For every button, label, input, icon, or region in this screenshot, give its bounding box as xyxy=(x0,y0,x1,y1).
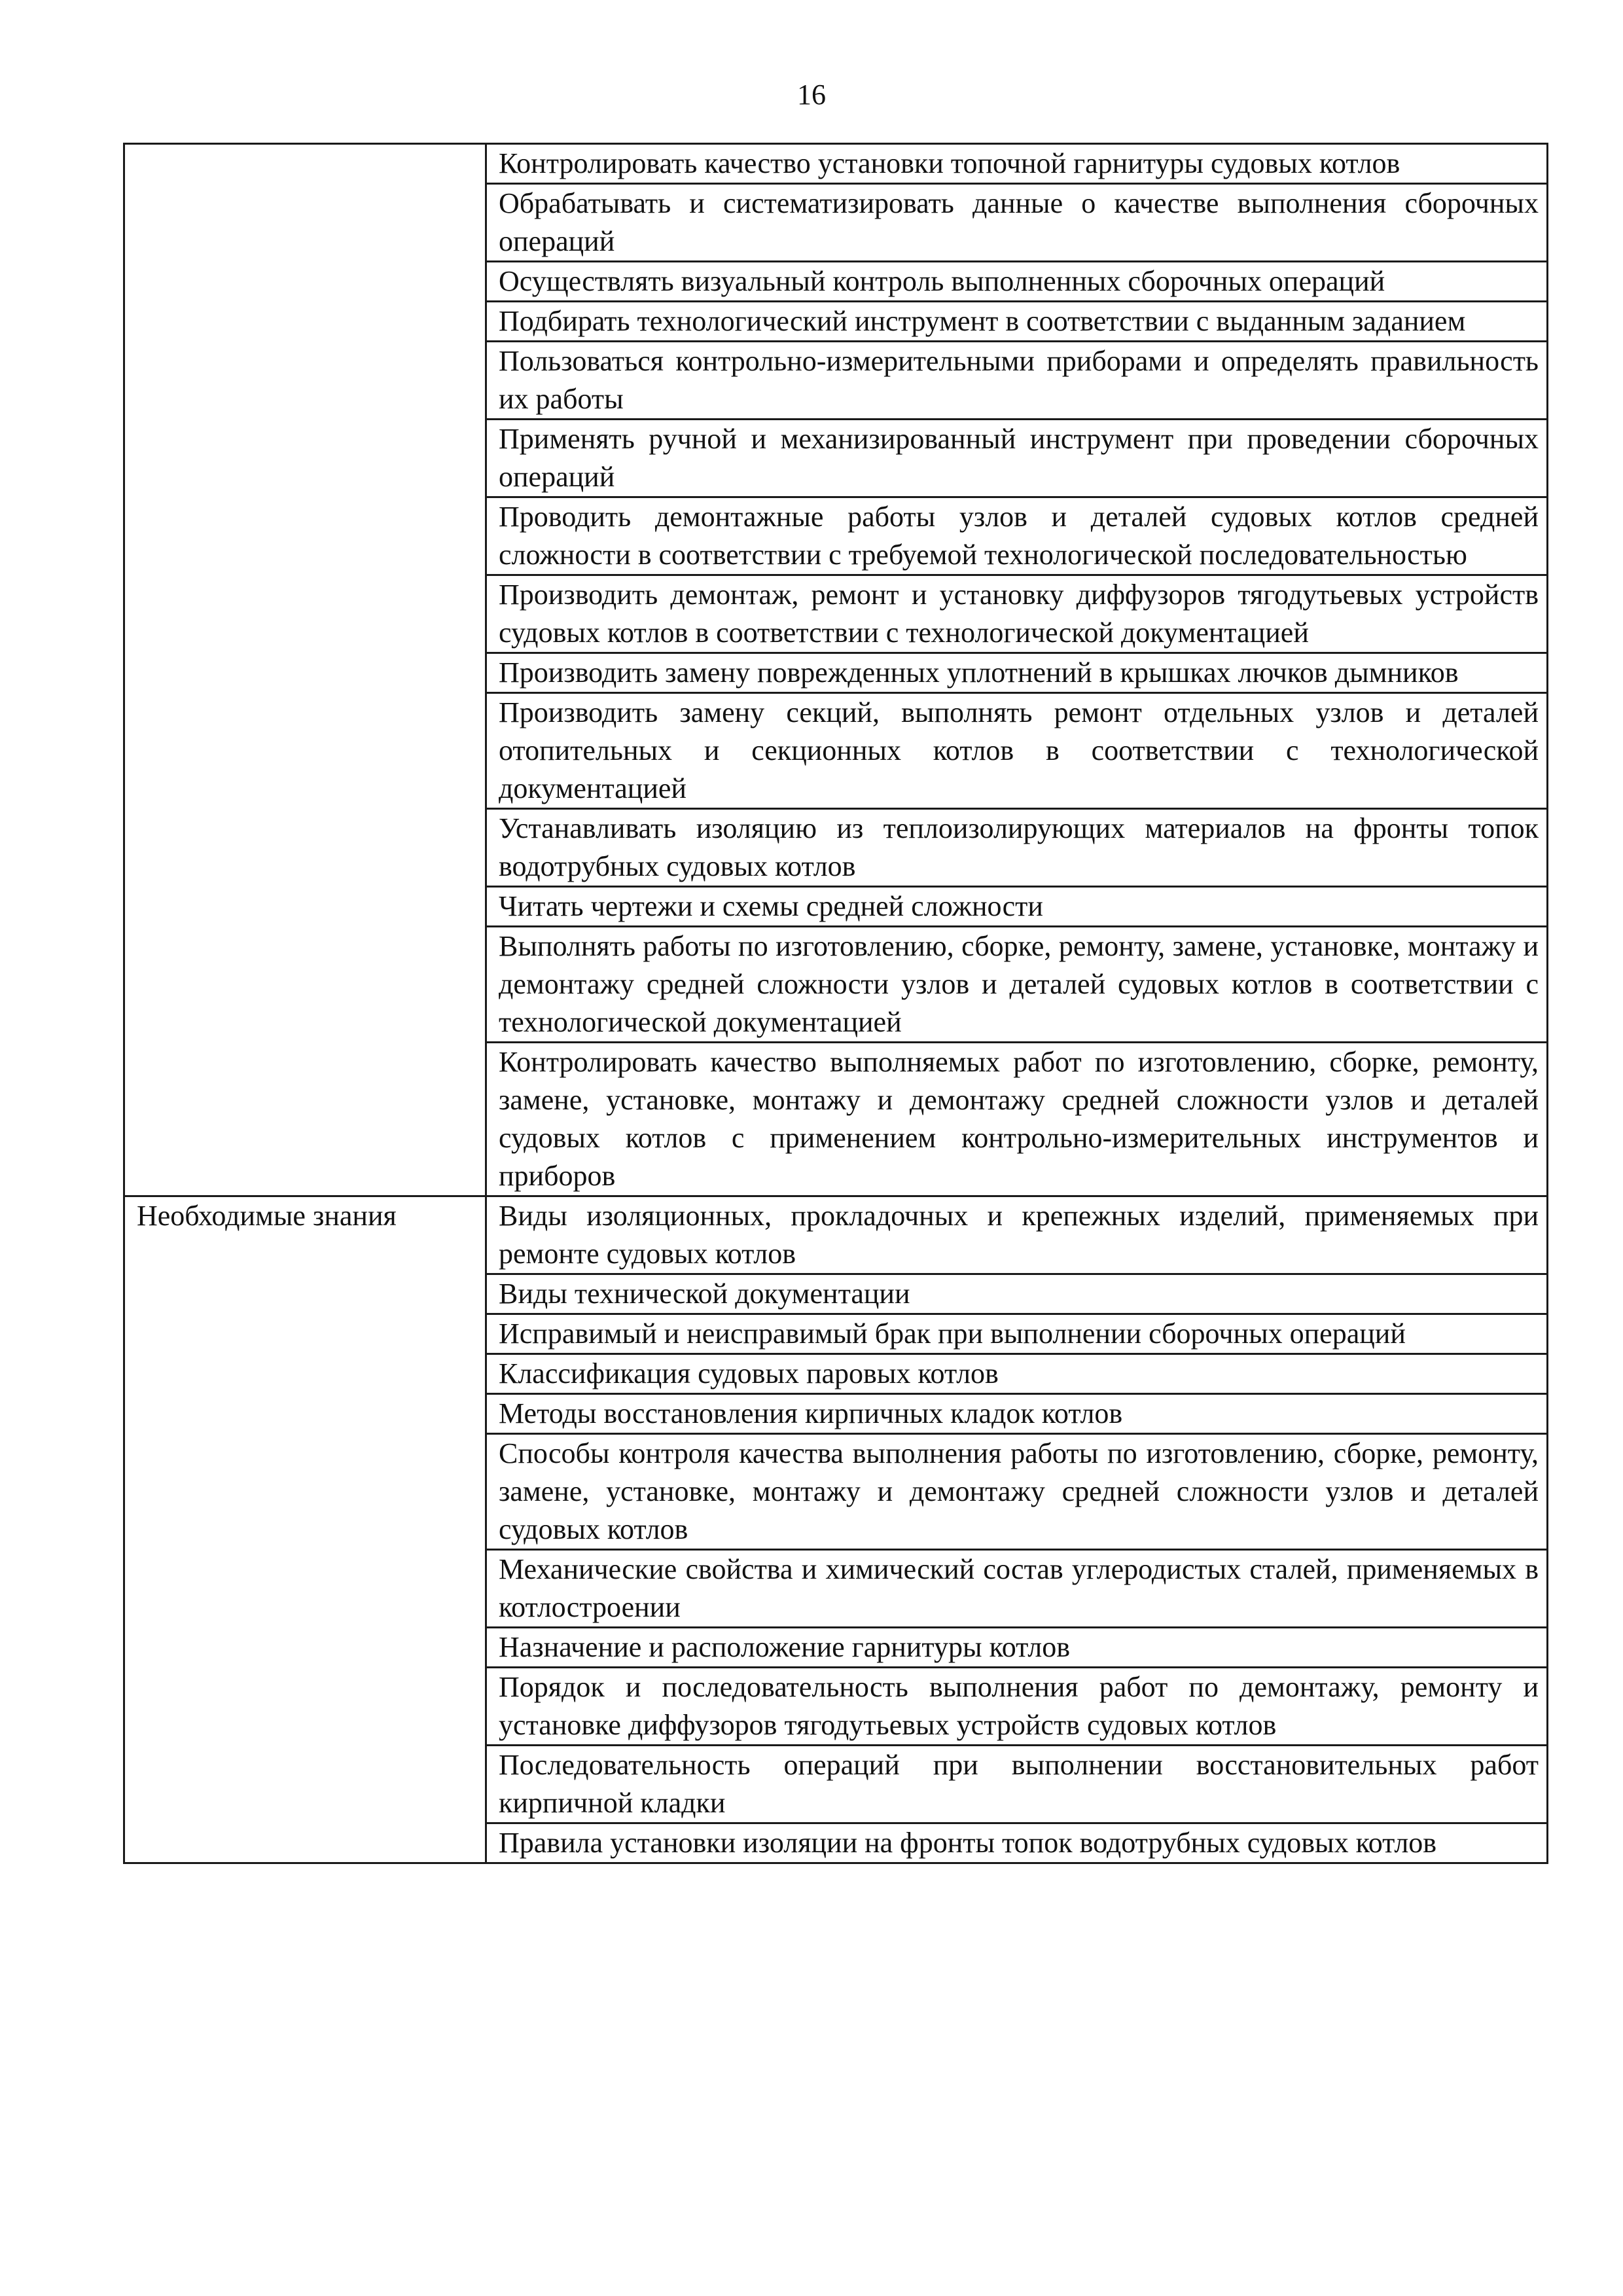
section-label-continuation xyxy=(124,342,486,420)
section-label-continuation xyxy=(124,575,486,653)
requirement-item: Обрабатывать и систематизировать данные о качестве выполнения сборочных операций xyxy=(486,184,1548,262)
table-row xyxy=(124,184,1548,262)
competency-table xyxy=(123,143,1548,1864)
table-row xyxy=(124,1394,1548,1434)
competency-table-grid xyxy=(123,143,1548,1864)
requirement-item: Исправимый и неисправимый брак при выполнении сборочных операций xyxy=(486,1314,1548,1354)
requirement-item: Устанавливать изоляцию из теплоизолирующих материалов на фронты топок водотрубных судовых котлов xyxy=(486,809,1548,887)
requirement-item: Пользоваться контрольно-измерительными приборами и определять правильность их работы xyxy=(486,342,1548,420)
requirement-item: Способы контроля качества выполнения работы по изготовлению, сборке, ремонту, замене, установке, монтажу и демонтажу средней сложности узлов и деталей судовых котлов xyxy=(486,1434,1548,1550)
section-label-continuation xyxy=(124,1354,486,1394)
requirement-item: Порядок и последовательность выполнения работ по демонтажу, ремонту и установке диффузоров тягодутьевых устройств судовых котлов xyxy=(486,1668,1548,1746)
table-row xyxy=(124,1274,1548,1314)
table-row xyxy=(124,420,1548,497)
table-row xyxy=(124,653,1548,693)
table-row xyxy=(124,1314,1548,1354)
section-label-continuation xyxy=(124,693,486,809)
section-label-continuation xyxy=(124,262,486,302)
section-label: Необходимые знания xyxy=(124,1196,486,1274)
section-label-continuation xyxy=(124,1394,486,1434)
requirement-item: Виды изоляционных, прокладочных и крепежных изделий, применяемых при ремонте судовых котлов xyxy=(486,1196,1548,1274)
section-label-continuation xyxy=(124,1668,486,1746)
requirement-item: Классификация судовых паровых котлов xyxy=(486,1354,1548,1394)
section-label-continuation xyxy=(124,1043,486,1196)
section-label-continuation xyxy=(124,1823,486,1863)
requirement-item: Подбирать технологический инструмент в соответствии с выданным заданием xyxy=(486,302,1548,342)
section-label-continuation xyxy=(124,653,486,693)
section-label-continuation xyxy=(124,887,486,927)
table-row xyxy=(124,302,1548,342)
table-row xyxy=(124,1434,1548,1550)
section-label-continuation xyxy=(124,184,486,262)
table-row xyxy=(124,1628,1548,1668)
table-row xyxy=(124,1196,1548,1274)
table-row xyxy=(124,575,1548,653)
table-row xyxy=(124,342,1548,420)
requirement-item: Производить замену секций, выполнять ремонт отдельных узлов и деталей отопительных и секционных котлов в соответствии с технологической документацией xyxy=(486,693,1548,809)
requirement-item: Механические свойства и химический состав углеродистых сталей, применяемых в котлостроении xyxy=(486,1550,1548,1628)
requirement-item: Осуществлять визуальный контроль выполненных сборочных операций xyxy=(486,262,1548,302)
section-label-continuation xyxy=(124,1628,486,1668)
section-label xyxy=(124,144,486,184)
page-number: 16 xyxy=(797,79,826,111)
section-label-continuation xyxy=(124,302,486,342)
section-label-continuation xyxy=(124,1314,486,1354)
table-row xyxy=(124,1550,1548,1628)
table-row xyxy=(124,809,1548,887)
table-row xyxy=(124,927,1548,1043)
table-row xyxy=(124,887,1548,927)
requirement-item: Выполнять работы по изготовлению, сборке, ремонту, замене, установке, монтажу и демонтажу средней сложности узлов и деталей судовых котлов в соответствии с технологической документацией xyxy=(486,927,1548,1043)
requirement-item: Правила установки изоляции на фронты топок водотрубных судовых котлов xyxy=(486,1823,1548,1863)
requirement-item: Производить демонтаж, ремонт и установку диффузоров тягодутьевых устройств судовых котлов в соответствии с технологической документацией xyxy=(486,575,1548,653)
requirement-item: Читать чертежи и схемы средней сложности xyxy=(486,887,1548,927)
section-label-continuation xyxy=(124,1550,486,1628)
table-row xyxy=(124,1823,1548,1863)
section-label-continuation xyxy=(124,1746,486,1823)
table-row xyxy=(124,1668,1548,1746)
requirement-item: Виды технической документации xyxy=(486,1274,1548,1314)
table-body xyxy=(124,144,1548,1863)
table-row xyxy=(124,1746,1548,1823)
requirement-item: Контролировать качество установки топочной гарнитуры судовых котлов xyxy=(486,144,1548,184)
section-label-continuation xyxy=(124,497,486,575)
requirement-item: Контролировать качество выполняемых работ по изготовлению, сборке, ремонту, замене, установке, монтажу и демонтажу средней сложности узлов и деталей судовых котлов с применением контрольно-измерительных инструментов и приборов xyxy=(486,1043,1548,1196)
section-label-continuation xyxy=(124,1434,486,1550)
table-row xyxy=(124,693,1548,809)
table-row xyxy=(124,1043,1548,1196)
section-label-continuation xyxy=(124,1274,486,1314)
requirement-item: Производить замену поврежденных уплотнений в крышках лючков дымников xyxy=(486,653,1548,693)
table-row xyxy=(124,262,1548,302)
requirement-item: Применять ручной и механизированный инструмент при проведении сборочных операций xyxy=(486,420,1548,497)
requirement-item: Проводить демонтажные работы узлов и деталей судовых котлов средней сложности в соответствии с требуемой технологической последовательностью xyxy=(486,497,1548,575)
requirement-item: Последовательность операций при выполнении восстановительных работ кирпичной кладки xyxy=(486,1746,1548,1823)
section-label-continuation xyxy=(124,420,486,497)
section-label-continuation xyxy=(124,927,486,1043)
requirement-item: Методы восстановления кирпичных кладок котлов xyxy=(486,1394,1548,1434)
requirement-item: Назначение и расположение гарнитуры котлов xyxy=(486,1628,1548,1668)
table-row xyxy=(124,144,1548,184)
table-row xyxy=(124,497,1548,575)
section-label-continuation xyxy=(124,809,486,887)
table-row xyxy=(124,1354,1548,1394)
